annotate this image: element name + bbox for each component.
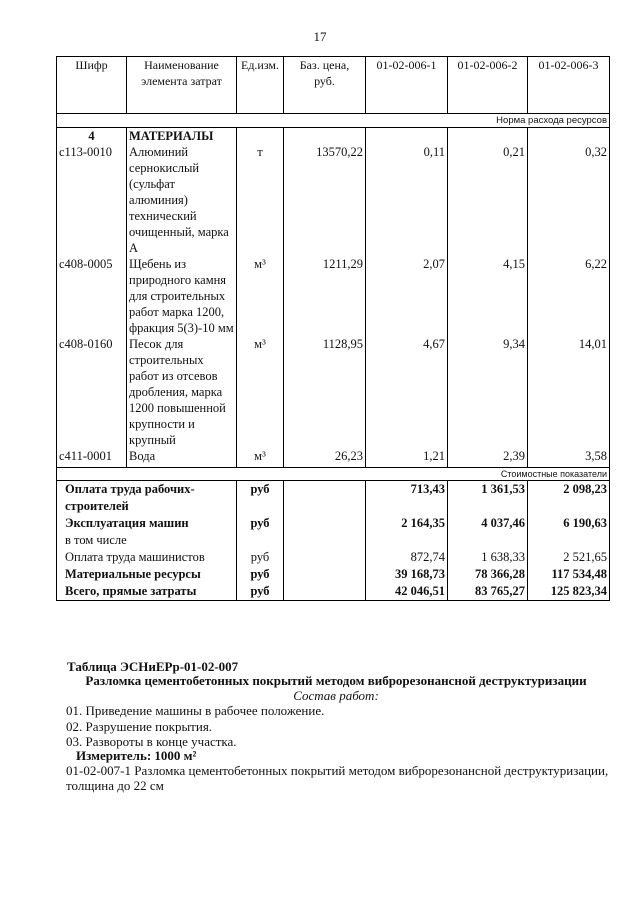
summary-label: Материальные ресурсы <box>57 566 237 583</box>
material-code: с408-0160 <box>57 336 127 448</box>
material-unit: м³ <box>237 256 284 336</box>
material-unit: т <box>237 144 284 256</box>
summary-label: Оплата труда машинистов <box>57 549 237 566</box>
header-col2: 01-02-006-2 <box>448 57 528 114</box>
summary-v2: 1 361,53 <box>448 481 528 516</box>
summary-label: Оплата труда рабочих-строителей <box>57 481 237 516</box>
material-v3: 14,01 <box>528 336 610 448</box>
summary-v3: 2 521,65 <box>528 549 610 566</box>
material-unit: м³ <box>237 448 284 468</box>
summary-row <box>57 583 610 601</box>
summary-v3: 125 823,34 <box>528 583 610 601</box>
table-row <box>57 256 610 336</box>
subtable-title-line1: 01-02-007-1 Разломка цементобетонных покрытий методом виброрезонансной деструктуризации, <box>66 763 609 778</box>
material-price: 13570,22 <box>284 144 366 256</box>
operation-item: 01. Приведение машины в рабочее положение. <box>66 703 325 718</box>
page-number: 17 <box>313 29 327 44</box>
table-subtitle: Разломка цементобетонных покрытий методом виброрезонансной деструктуризации <box>85 673 587 688</box>
material-price: 1128,95 <box>284 336 366 448</box>
material-v2: 2,39 <box>448 448 528 468</box>
section-row <box>57 128 610 145</box>
summary-v1: 2 164,35 <box>366 515 448 549</box>
material-name: Вода <box>127 448 237 468</box>
material-v2: 9,34 <box>448 336 528 448</box>
material-v1: 0,11 <box>366 144 448 256</box>
subtable-title-line2: толщина до 22 см <box>66 778 164 793</box>
cost-label: Стоимостные показатели <box>57 468 610 481</box>
summary-unit: руб <box>237 566 284 583</box>
material-v1: 1,21 <box>366 448 448 468</box>
header-code: Шифр <box>57 57 127 114</box>
table-row <box>57 336 610 448</box>
material-code: с411-0001 <box>57 448 127 468</box>
material-price: 1211,29 <box>284 256 366 336</box>
section-number: 4 <box>57 128 127 145</box>
material-v1: 2,07 <box>366 256 448 336</box>
material-v3: 0,32 <box>528 144 610 256</box>
material-price: 26,23 <box>284 448 366 468</box>
header-unit: Ед.изм. <box>237 57 284 114</box>
summary-v2: 4 037,46 <box>448 515 528 549</box>
summary-v1: 42 046,51 <box>366 583 448 601</box>
summary-v1: 39 168,73 <box>366 566 448 583</box>
summary-label-cell <box>57 515 237 549</box>
material-name: Алюминий сернокислый (сульфат алюминия) технический очищенный, марка А <box>127 144 237 256</box>
summary-unit: руб <box>237 515 284 549</box>
material-unit: м³ <box>237 336 284 448</box>
table-title: Таблица ЭСНиЕРр-01-02-007 <box>67 659 239 674</box>
summary-v3: 117 534,48 <box>528 566 610 583</box>
summary-v1: 872,74 <box>366 549 448 566</box>
resource-table <box>56 56 610 601</box>
summary-v3: 2 098,23 <box>528 481 610 516</box>
summary-unit: руб <box>237 549 284 566</box>
summary-unit: руб <box>237 583 284 601</box>
summary-v2: 1 638,33 <box>448 549 528 566</box>
material-code: с113-0010 <box>57 144 127 256</box>
material-name: Щебень из природного камня для строительных работ марка 1200, фракция 5(3)-10 мм <box>127 256 237 336</box>
summary-v1: 713,43 <box>366 481 448 516</box>
section-title: МАТЕРИАЛЫ <box>127 128 237 145</box>
header-col3: 01-02-006-3 <box>528 57 610 114</box>
table-row <box>57 448 610 468</box>
material-name: Песок для строительных работ из отсевов дробления, марка 1200 повышенной крупности и крупный <box>127 336 237 448</box>
summary-v2: 83 765,27 <box>448 583 528 601</box>
summary-row <box>57 566 610 583</box>
header-col1: 01-02-006-1 <box>366 57 448 114</box>
norm-label-row <box>57 114 610 128</box>
summary-unit: руб <box>237 481 284 516</box>
header-price: Баз. цена, руб. <box>284 57 366 114</box>
summary-row <box>57 515 610 549</box>
summary-label: Эксплуатация машин <box>65 516 189 530</box>
material-v3: 6,22 <box>528 256 610 336</box>
operation-item: 03. Развороты в конце участка. <box>66 734 237 749</box>
measure-unit: Измеритель: 1000 м² <box>76 748 197 763</box>
resource-table-container <box>56 56 609 643</box>
material-code: с408-0005 <box>57 256 127 336</box>
cost-label-row <box>57 468 610 481</box>
material-v1: 4,67 <box>366 336 448 448</box>
material-v2: 4,15 <box>448 256 528 336</box>
summary-row <box>57 549 610 566</box>
summary-label: Всего, прямые затраты <box>57 583 237 601</box>
summary-v2: 78 366,28 <box>448 566 528 583</box>
header-name: Наименование элемента затрат <box>127 57 237 114</box>
table-row <box>57 144 610 256</box>
table-header-row <box>57 57 610 114</box>
material-v3: 3,58 <box>528 448 610 468</box>
composition-label: Состав работ: <box>293 688 379 703</box>
summary-row <box>57 481 610 516</box>
material-v2: 0,21 <box>448 144 528 256</box>
norm-label: Норма расхода ресурсов <box>57 114 610 128</box>
summary-sublabel: в том числе <box>65 533 127 547</box>
summary-v3: 6 190,63 <box>528 515 610 549</box>
operation-item: 02. Разрушение покрытия. <box>66 719 213 734</box>
